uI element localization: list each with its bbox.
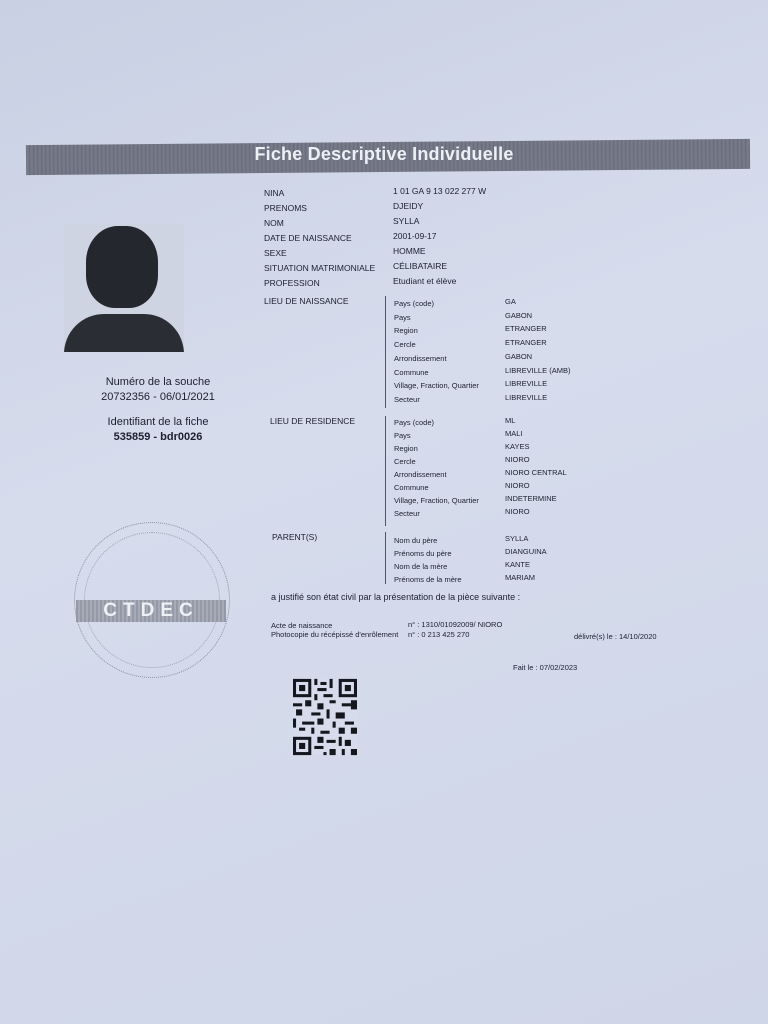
residence-row-label: Pays (code) [394,418,435,427]
birthplace-row-value: ETRANGER [505,338,547,348]
birthplace-row-value: LIBREVILLE [505,392,548,402]
residence-row-value: NIORO [505,507,530,516]
nom-label: NOM [264,218,284,228]
parents-row-value: SYLLA [505,534,529,543]
parents-row-value: DIANGUINA [505,547,547,556]
birthplace-row-value: LIBREVILLE (AMB) [505,365,571,375]
parents-row-label: Prénoms du père [394,549,452,558]
residence-row-value: ML [505,416,516,425]
dob-label: DATE DE NAISSANCE [264,233,352,243]
birthplace-divider [385,296,386,408]
birthplace-row-value: GA [505,297,516,306]
residence-row-label: Cercle [394,457,416,466]
prenoms-label: PRENOMS [264,203,307,213]
parents-row-value: MARIAM [505,573,535,582]
parents-divider [385,532,386,584]
birthplace-row-label: Commune [394,367,429,377]
residence-row-value: NIORO CENTRAL [505,468,567,477]
prenoms-value: DJEIDY [393,201,424,211]
residence-row-value: NIORO [505,481,530,490]
residence-row-value: KAYES [505,442,530,451]
residence-row-value: NIORO [505,455,530,464]
residence-row-label: Secteur [394,509,420,518]
birthplace-row-label: Region [394,326,418,336]
delivre-date: délivré(s) le : 14/10/2020 [574,632,657,641]
birthplace-row-value: ETRANGER [505,324,547,334]
parents-row-value: KANTE [505,560,531,569]
birthplace-row-label: Secteur [394,394,420,404]
birthplace-row-value: GABON [505,310,533,320]
nina-value: 1 01 GA 9 13 022 277 W [393,186,487,196]
acte-label: Acte de naissance [271,621,333,630]
residence-row-label: Village, Fraction, Quartier [394,496,479,505]
souche-value: 20732356 - 06/01/2021 [101,391,215,403]
birthplace-row-label: Pays (code) [394,299,435,308]
fait-le: Fait le : 07/02/2023 [513,663,578,672]
birthplace-row-value: GABON [505,351,533,361]
matrimoniale-label: SITUATION MATRIMONIALE [264,263,376,273]
parents-label: PARENT(S) [272,532,318,542]
souche-label: Numéro de la souche [105,376,211,388]
birthplace-row-label: Village, Fraction, Quartier [394,381,479,391]
nom-value: SYLLA [393,216,420,226]
qr-code-icon [293,678,357,756]
stamp-text: CTDEC [103,600,199,621]
residence-row-value: MALI [505,429,523,438]
sexe-label: SEXE [264,248,287,258]
residence-row-label: Arrondissement [394,470,447,479]
residence-label: LIEU DE RESIDENCE [270,416,356,426]
residence-row-label: Region [394,444,418,453]
justification-text: a justifié son état civil par la présentation de la pièce suivante : [271,592,521,602]
sexe-value: HOMME [393,246,426,256]
residence-divider [385,416,386,526]
birthplace-row-value: LIBREVILLE [505,379,548,389]
profession-value: Etudiant et élève [393,276,457,286]
birthplace-row-label: Pays [394,312,411,322]
fiche-label: Identifiant de la fiche [107,416,209,428]
id-photo [64,224,184,352]
profession-label: PROFESSION [264,278,320,288]
parents-row-label: Nom de la mère [394,562,448,571]
document-title: Fiche Descriptive Individuelle [254,144,514,164]
residence-row-value: INDETERMINE [505,494,557,503]
fiche-value: 535859 - bdr0026 [113,431,203,443]
photocopie-value: n° : 0 213 425 270 [408,630,470,639]
residence-row-label: Pays [394,431,411,440]
parents-row-label: Nom du père [394,536,438,545]
photocopie-label: Photocopie du récépissé d'enrôlement [271,630,399,639]
nina-label: NINA [264,188,285,198]
dob-value: 2001-09-17 [393,231,437,241]
parents-row-label: Prénoms de la mère [394,575,462,584]
residence-row-label: Commune [394,483,429,492]
birthplace-row-label: Arrondissement [394,353,447,363]
birthplace-label: LIEU DE NAISSANCE [264,296,349,306]
matrimoniale-value: CÉLIBATAIRE [393,261,448,271]
birthplace-row-label: Cercle [394,340,416,350]
acte-value: n° : 1310/01092009/ NIORO [408,620,503,629]
